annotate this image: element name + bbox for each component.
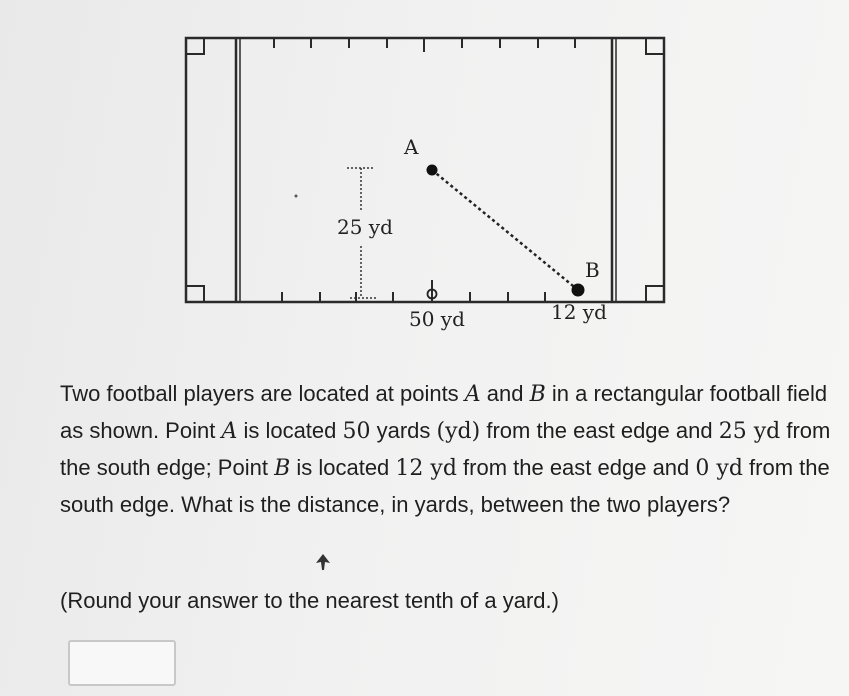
b-east-distance-label: 12 yd bbox=[551, 300, 607, 324]
problem-statement bbox=[60, 376, 840, 523]
path-a-to-b bbox=[432, 170, 578, 290]
south-yard-ticks bbox=[282, 280, 545, 302]
vertical-distance-label: 25 yd bbox=[337, 215, 393, 239]
southwest-corner-mark bbox=[186, 286, 204, 302]
a-east-distance-label: 50 yd bbox=[409, 307, 465, 331]
math-value: 12 yd bbox=[395, 456, 457, 481]
point-b-variable: B bbox=[529, 382, 546, 407]
point-a-label: A bbox=[404, 135, 419, 159]
math-value: 25 yd bbox=[718, 419, 781, 444]
point-b-variable: B bbox=[274, 456, 291, 481]
problem-text: is located bbox=[290, 455, 396, 480]
math-value: 50 bbox=[342, 419, 371, 444]
problem-text: from the east edge and bbox=[456, 455, 696, 480]
math-unit: (yd) bbox=[436, 419, 481, 444]
problem-text: yards bbox=[370, 418, 437, 443]
north-yard-ticks bbox=[274, 38, 575, 52]
rounding-instruction: (Round your answer to the nearest tenth of a yard.) bbox=[60, 588, 559, 613]
northwest-corner-mark bbox=[186, 38, 204, 54]
northeast-corner-mark bbox=[646, 38, 664, 54]
problem-text: in a rectangular football field as shown. Point bbox=[60, 381, 828, 443]
problem-text: Two football players are located at points bbox=[60, 381, 465, 406]
point-b-label: B bbox=[585, 258, 600, 282]
problem-text: is located bbox=[237, 418, 343, 443]
problem-text: and bbox=[480, 381, 530, 406]
point-a-variable: A bbox=[221, 419, 238, 444]
southeast-corner-mark bbox=[646, 286, 664, 302]
problem-text: from the south edge. What is the distance, in yards, between the two players? bbox=[60, 455, 830, 517]
mouse-cursor-icon bbox=[316, 554, 330, 570]
stray-dot bbox=[295, 195, 298, 198]
point-a-variable: A bbox=[464, 382, 481, 407]
point-a bbox=[427, 165, 438, 176]
problem-text: from the east edge and bbox=[480, 418, 719, 443]
answer-input[interactable] bbox=[68, 640, 176, 686]
problem-text: from the south edge; Point bbox=[60, 418, 831, 480]
point-b bbox=[572, 284, 585, 297]
math-value: 0 yd bbox=[695, 456, 743, 481]
